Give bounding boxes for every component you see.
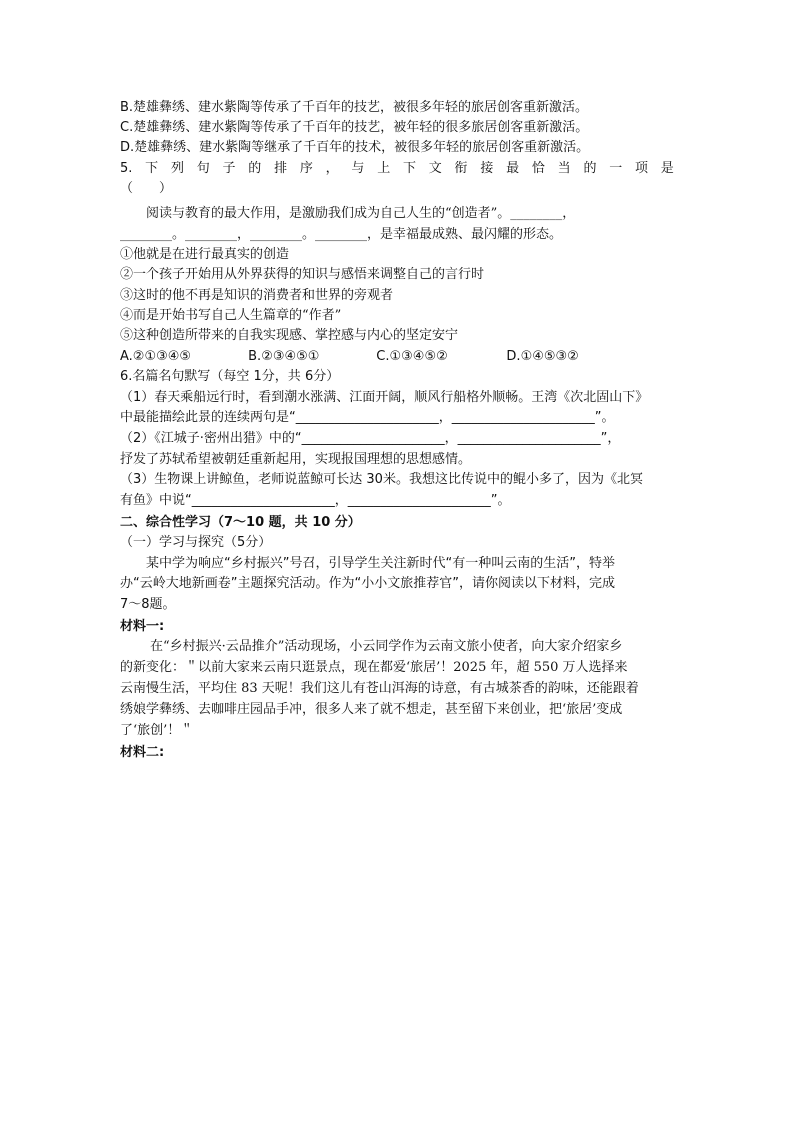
- q5-stem-char: 与: [351, 161, 365, 176]
- q5-stem-char: 句: [196, 161, 210, 176]
- material1-line: 在“乡村振兴·云品推介”活动现场，小云同学作为云南文旅小使者，向大家介绍家乡: [150, 639, 623, 654]
- q5-passage-line: ________。________，________。________，是幸福最成熟、最闪耀的形态。: [120, 227, 563, 242]
- q6-part1-line: 中最能描绘此景的连续两句是“______________________，______________________”。: [120, 410, 615, 425]
- q4-option-c: C.楚雄彝绣、建水紫陶等传承了千百年的技艺，被年轻的很多旅居创客重新激活。: [120, 120, 589, 135]
- q5-choice-b: B.②③④⑤①: [248, 349, 320, 364]
- q5-stem-char: ，: [325, 161, 339, 176]
- q5-stem-char: 项: [635, 161, 649, 176]
- q5-choices: [120, 347, 680, 367]
- q5-stem-char: 是: [660, 161, 674, 176]
- q5-stem-char: 5.: [120, 161, 133, 176]
- q5-stem-char: 的: [583, 161, 597, 176]
- q4-option-b: B.楚雄彝绣、建水紫陶等传承了千百年的技艺，被很多年轻的旅居创客重新激活。: [120, 100, 589, 115]
- section2-intro-line: 办“云岭大地新画卷”主题探究活动。作为“小小文旅推荐官”，请你阅读以下材料，完成: [120, 576, 615, 591]
- q5-stem-char: 当: [557, 161, 571, 176]
- q5-item: ②一个孩子开始用从外界获得的知识与感悟来调整自己的言行时: [120, 267, 485, 282]
- q5-answer-paren: （ ）: [120, 181, 173, 196]
- material2-label: 材料二:: [120, 745, 165, 760]
- q5-choice-d: D.①④⑤③②: [506, 349, 579, 364]
- q5-item: ④而是开始书写自己人生篇章的“作者”: [120, 308, 342, 323]
- q5-stem-char: 文: [428, 161, 442, 176]
- q6-part3-line: （3）生物课上讲鲸鱼，老师说蓝鲸可长达 30米。我想这比传说中的鲲小多了，因为《北冥: [120, 472, 643, 487]
- material1-line: 了‘旅创’！＂: [120, 723, 194, 738]
- material1-label: 材料一:: [120, 619, 165, 634]
- q5-item: ⑤这种创造所带来的自我实现感、掌控感与内心的坚定安宁: [120, 328, 459, 343]
- q5-stem-char: 列: [170, 161, 184, 176]
- q6-part2-line: （2）《江城子·密州出猎》中的“______________________，______________________”，: [120, 431, 621, 446]
- q4-option-d: D.楚雄彝绣、建水紫陶等继承了千百年的技术，被很多年轻的旅居创客重新激活。: [120, 140, 590, 155]
- q5-stem-char: 的: [248, 161, 262, 176]
- q6-part2-line: 抒发了苏轼希望被朝廷重新起用，实现报国理想的思想感情。: [120, 452, 472, 467]
- q5-stem-char: 序: [299, 161, 313, 176]
- q6-part1-line: （1）春天乘船远行时，看到潮水涨满、江面开阔，顺风行船格外顺畅。王湾《次北固山下》: [120, 390, 649, 405]
- q6-title: 6.名篇名句默写（每空 1分，共 6分）: [120, 369, 340, 384]
- section2-title: 二、综合性学习（7～10 题，共 10 分）: [120, 515, 361, 530]
- q5-stem-char: 接: [480, 161, 494, 176]
- q5-stem: [120, 159, 680, 179]
- q5-stem-char: 最: [506, 161, 520, 176]
- q5-stem-char: 子: [222, 161, 236, 176]
- q5-stem-char: 一: [609, 161, 623, 176]
- q6-part3-line: 有鱼》中说“______________________，______________________”。: [120, 493, 511, 508]
- q5-stem-char: 上: [377, 161, 391, 176]
- q5-item: ③这时的他不再是知识的消费者和世界的旁观者: [120, 288, 394, 303]
- section2-intro-line: 7～8题。: [120, 597, 176, 612]
- q5-choice-c: C.①③④⑤②: [376, 349, 448, 364]
- section2-intro-line: 某中学为响应“乡村振兴”号召，引导学生关注新时代“有一种叫云南的生活”，特举: [146, 556, 615, 571]
- q5-stem-char: 恰: [531, 161, 545, 176]
- section2-subheading: （一）学习与探究（5分）: [120, 535, 272, 550]
- q5-passage-line: 阅读与教育的最大作用，是激励我们成为自己人生的“创造者”。________，: [146, 206, 576, 221]
- q5-choice-a: A.②①③④⑤: [120, 349, 192, 364]
- q5-stem-char: 下: [145, 161, 159, 176]
- material1-line: 云南慢生活，平均住 83 天呢！我们这儿有苍山洱海的诗意，有古城茶香的韵味，还能跟着: [120, 681, 639, 696]
- q5-stem-char: 排: [274, 161, 288, 176]
- q5-stem-char: 衔: [454, 161, 468, 176]
- material1-line: 绣娘学彝绣、去咖啡庄园品手冲，很多人来了就不想走，甚至留下来创业，把‘旅居’变成: [120, 702, 623, 717]
- material1-line: 的新变化：＂以前大家来云南只逛景点，现在都爱‘旅居’！2025 年，超 550 万人选择来: [120, 660, 628, 675]
- q5-item: ①他就是在进行最真实的创造: [120, 247, 290, 262]
- q5-stem-char: 下: [402, 161, 416, 176]
